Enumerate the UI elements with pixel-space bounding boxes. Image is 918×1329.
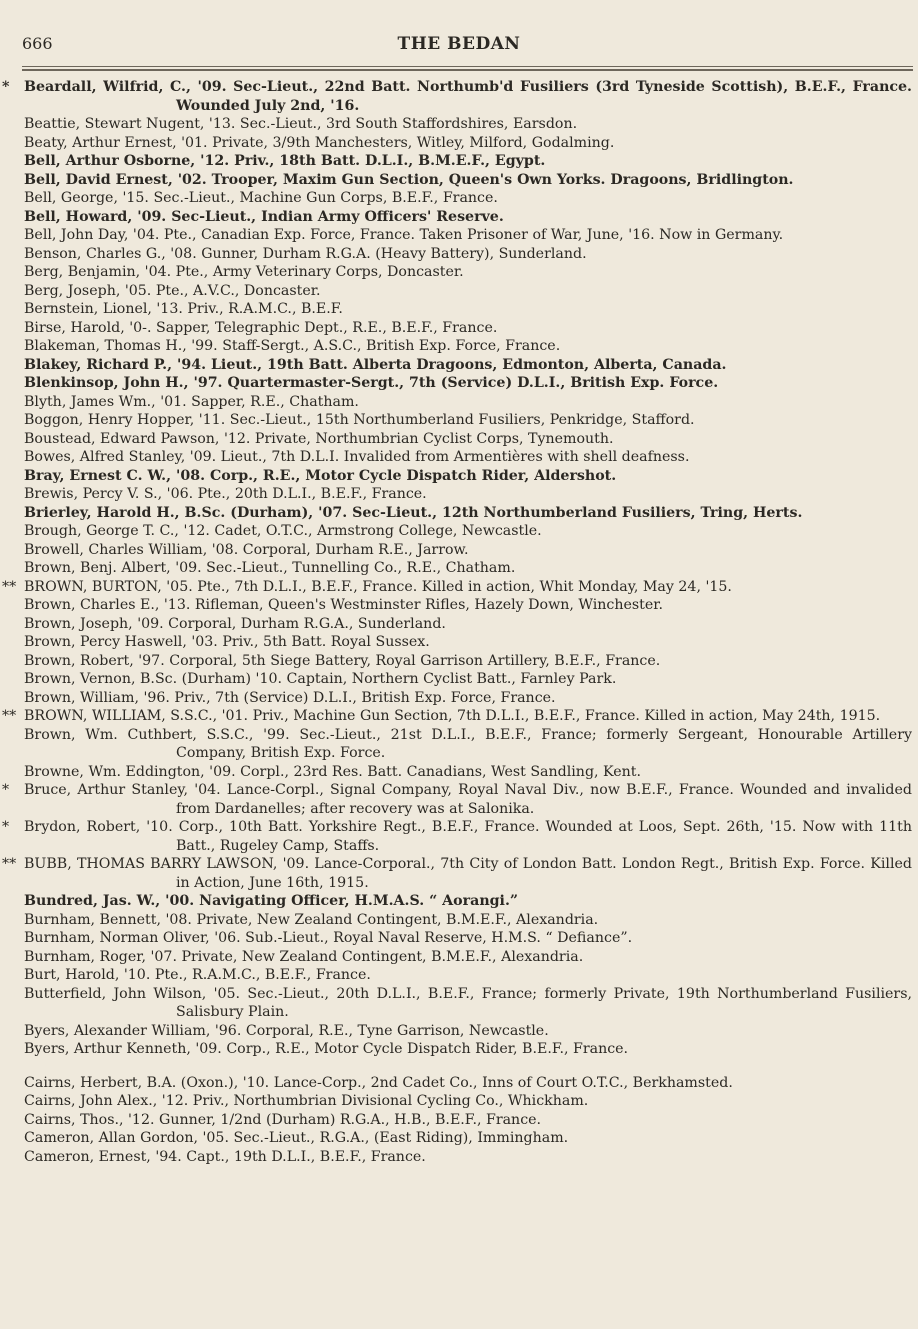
- list-entry: [0, 818, 918, 855]
- entry-text: Boustead, Edward Pawson, '12. Private, Northumbrian Cyclist Corps, Tynemouth.: [24, 430, 614, 447]
- list-entry: [0, 596, 918, 615]
- list-entry: [0, 263, 918, 282]
- list-entry: [0, 966, 918, 985]
- entry-text: Birse, Harold, '0-. Sapper, Telegraphic Dept., R.E., B.E.F., France.: [24, 319, 498, 336]
- list-entry: [0, 467, 918, 486]
- list-entry: [0, 1148, 918, 1167]
- list-entry: [0, 1074, 918, 1093]
- entry-text: Cairns, Thos., '12. Gunner, 1/2nd (Durham) R.G.A., H.B., B.E.F., France.: [24, 1111, 542, 1128]
- entry-text: Bundred, Jas. W., '00. Navigating Officer, H.M.A.S. “ Aorangi.”: [24, 893, 519, 909]
- entry-mark: *: [2, 79, 10, 95]
- list-entry: [0, 1111, 918, 1130]
- list-entry: [0, 300, 918, 319]
- entry-text: Beardall, Wilfrid, C., '09. Sec-Lieut., 22nd Batt. Northumb'd Fusiliers (3rd Tyneside Scottish), B.E.F., France. Wounded July 2nd, '16.: [24, 79, 912, 114]
- entry-text: Cameron, Ernest, '94. Capt., 19th D.L.I., B.E.F., France.: [24, 1148, 426, 1165]
- entry-text: Cameron, Allan Gordon, '05. Sec.-Lieut., R.G.A., (East Riding), Immingham.: [24, 1130, 569, 1146]
- entry-text: Boggon, Henry Hopper, '11. Sec.-Lieut., 15th Northumberland Fusiliers, Penkridge, Stafford.: [24, 412, 695, 428]
- entry-text: Bernstein, Lionel, '13. Priv., R.A.M.C., B.E.F.: [24, 301, 343, 317]
- entry-mark: **: [2, 708, 17, 724]
- list-entry: [0, 948, 918, 967]
- list-entry: [0, 1129, 918, 1148]
- entry-text: Bell, George, '15. Sec.-Lieut., Machine Gun Corps, B.E.F., France.: [24, 190, 498, 206]
- entry-text: Burnham, Bennett, '08. Private, New Zealand Contingent, B.M.E.F., Alexandria.: [24, 911, 599, 928]
- list-entry: [0, 781, 918, 818]
- entry-text: Byers, Alexander William, '96. Corporal, R.E., Tyne Garrison, Newcastle.: [24, 1022, 549, 1039]
- entry-text: Beaty, Arthur Ernest, '01. Private, 3/9th Manchesters, Witley, Milford, Godalming.: [24, 134, 615, 151]
- list-entry: [0, 985, 918, 1022]
- list-entry: [0, 615, 918, 634]
- list-entry: [0, 152, 918, 171]
- list-entry: [0, 245, 918, 264]
- list-entry: [0, 448, 918, 467]
- entry-text: Brewis, Percy V. S., '06. Pte., 20th D.L.I., B.E.F., France.: [24, 486, 427, 502]
- list-entry: [0, 929, 918, 948]
- list-entry: [0, 670, 918, 689]
- entry-text: Brierley, Harold H., B.Sc. (Durham), '07. Sec-Lieut., 12th Northumberland Fusiliers, Tring, Herts.: [24, 504, 803, 521]
- entry-text: Bruce, Arthur Stanley, '04. Lance-Corpl., Signal Company, Royal Naval Div., now B.E.F., France. Wounded and invalided from Dardanelles; after recovery was at Salonika.: [24, 782, 912, 817]
- list-entry: [0, 689, 918, 708]
- header-rule-double: [22, 69, 913, 71]
- entry-text: Benson, Charles G., '08. Gunner, Durham R.G.A. (Heavy Battery), Sunderland.: [24, 245, 587, 262]
- entry-text: Brown, Robert, '97. Corporal, 5th Siege Battery, Royal Garrison Artillery, B.E.F., France.: [24, 652, 661, 669]
- entry-text: Blenkinsop, John H., '97. Quartermaster-Sergt., 7th (Service) D.L.I., British Exp. Force.: [24, 375, 719, 391]
- page-number: 666: [22, 34, 53, 53]
- list-entry: [0, 226, 918, 245]
- entry-text: Brown, Benj. Albert, '09. Sec.-Lieut., Tunnelling Co., R.E., Chatham.: [24, 560, 516, 576]
- section-gap: [0, 1059, 918, 1074]
- list-entry: [0, 189, 918, 208]
- entry-text: Blyth, James Wm., '01. Sapper, R.E., Chatham.: [24, 393, 359, 410]
- list-entry: [0, 559, 918, 578]
- entry-text: Cairns, John Alex., '12. Priv., Northumbrian Divisional Cycling Co., Whickham.: [24, 1093, 589, 1109]
- list-entry: [0, 282, 918, 301]
- entry-text: Bell, John Day, '04. Pte., Canadian Exp. Force, France. Taken Prisoner of War, June, '16. Now in Germany.: [24, 227, 784, 243]
- entry-text: Brown, Wm. Cuthbert, S.S.C., '99. Sec.-Lieut., 21st D.L.I., B.E.F., France; formerly Sergeant, Honourable Artillery Company, British Exp. Force.: [24, 726, 912, 761]
- entry-text: Berg, Benjamin, '04. Pte., Army Veterinary Corps, Doncaster.: [24, 264, 464, 280]
- entry-text: Brown, Percy Haswell, '03. Priv., 5th Batt. Royal Sussex.: [24, 634, 430, 650]
- entry-text: Blakeman, Thomas H., '99. Staff-Sergt., A.S.C., British Exp. Force, France.: [24, 338, 561, 354]
- entry-text: BROWN, WILLIAM, S.S.C., '01. Priv., Machine Gun Section, 7th D.L.I., B.E.F., France. Killed in action, May 24th, 1915.: [24, 708, 881, 724]
- list-entry: [0, 726, 918, 763]
- header-rule: [22, 66, 913, 67]
- list-entry: [0, 374, 918, 393]
- roll-of-service-list: [0, 78, 918, 1166]
- entry-text: BROWN, BURTON, '05. Pte., 7th D.L.I., B.E.F., France. Killed in action, Whit Monday, May 24, '15.: [24, 578, 732, 595]
- list-entry: [0, 578, 918, 597]
- list-entry: [0, 393, 918, 412]
- list-entry: [0, 892, 918, 911]
- list-entry: [0, 541, 918, 560]
- entry-text: Browne, Wm. Eddington, '09. Corpl., 23rd Res. Batt. Canadians, West Sandling, Kent.: [24, 763, 642, 780]
- list-entry: [0, 430, 918, 449]
- entry-text: Cairns, Herbert, B.A. (Oxon.), '10. Lance-Corp., 2nd Cadet Co., Inns of Court O.T.C., Berkhamsted.: [24, 1074, 733, 1091]
- entry-text: Brown, William, '96. Priv., 7th (Service) D.L.I., British Exp. Force, France.: [24, 689, 556, 706]
- list-entry: [0, 115, 918, 134]
- list-entry: [0, 911, 918, 930]
- entry-text: Bell, Howard, '09. Sec-Lieut., Indian Army Officers' Reserve.: [24, 208, 504, 225]
- list-entry: [0, 356, 918, 375]
- list-entry: [0, 171, 918, 190]
- entry-text: Brown, Joseph, '09. Corporal, Durham R.G.A., Sunderland.: [24, 615, 446, 632]
- entry-text: BUBB, THOMAS BARRY LAWSON, '09. Lance-Corporal., 7th City of London Batt. London Regt., British Exp. Force. Killed in Action, June 16th, 1915.: [24, 856, 912, 891]
- list-entry: [0, 319, 918, 338]
- entry-text: Brough, George T. C., '12. Cadet, O.T.C., Armstrong College, Newcastle.: [24, 523, 542, 539]
- list-entry: [0, 633, 918, 652]
- list-entry: [0, 855, 918, 892]
- list-entry: [0, 504, 918, 523]
- entry-text: Byers, Arthur Kenneth, '09. Corp., R.E., Motor Cycle Dispatch Rider, B.E.F., France.: [24, 1041, 629, 1057]
- entry-text: Blakey, Richard P., '94. Lieut., 19th Batt. Alberta Dragoons, Edmonton, Alberta, Canada.: [24, 356, 727, 373]
- list-entry: [0, 208, 918, 227]
- entry-text: Butterfield, John Wilson, '05. Sec.-Lieut., 20th D.L.I., B.E.F., France; formerly Private, 19th Northumberland Fusiliers, Salisbury Plain.: [24, 985, 912, 1020]
- entry-text: Brown, Charles E., '13. Rifleman, Queen's Westminster Rifles, Hazely Down, Winchester.: [24, 597, 663, 613]
- entry-text: Bell, Arthur Osborne, '12. Priv., 18th Batt. D.L.I., B.M.E.F., Egypt.: [24, 153, 546, 169]
- entry-text: Burt, Harold, '10. Pte., R.A.M.C., B.E.F., France.: [24, 967, 371, 983]
- entry-text: Burnham, Norman Oliver, '06. Sub.-Lieut., Royal Naval Reserve, H.M.S. “ Defiance”.: [24, 930, 633, 946]
- entry-text: Bowes, Alfred Stanley, '09. Lieut., 7th D.L.I. Invalided from Armentières with shell deafness.: [24, 449, 690, 465]
- list-entry: [0, 763, 918, 782]
- list-entry: [0, 1040, 918, 1059]
- entry-text: Berg, Joseph, '05. Pte., A.V.C., Doncaster.: [24, 282, 321, 299]
- list-entry: [0, 134, 918, 153]
- entry-text: Brown, Vernon, B.Sc. (Durham) '10. Captain, Northern Cyclist Batt., Farnley Park.: [24, 671, 617, 687]
- list-entry: [0, 707, 918, 726]
- list-entry: [0, 485, 918, 504]
- list-entry: [0, 652, 918, 671]
- entry-text: Browell, Charles William, '08. Corporal, Durham R.E., Jarrow.: [24, 541, 469, 558]
- list-entry: [0, 1092, 918, 1111]
- list-entry: [0, 411, 918, 430]
- entry-text: Bell, David Ernest, '02. Trooper, Maxim Gun Section, Queen's Own Yorks. Dragoons, Bridlington.: [24, 171, 794, 188]
- entry-mark: **: [2, 856, 17, 872]
- list-entry: [0, 337, 918, 356]
- entry-mark: *: [2, 782, 10, 798]
- page-header: [22, 34, 896, 58]
- list-entry: [0, 78, 918, 115]
- list-entry: [0, 1022, 918, 1041]
- entry-mark: *: [2, 819, 10, 835]
- entry-text: Bray, Ernest C. W., '08. Corp., R.E., Motor Cycle Dispatch Rider, Aldershot.: [24, 467, 617, 484]
- entry-text: Beattie, Stewart Nugent, '13. Sec.-Lieut., 3rd South Staffordshires, Earsdon.: [24, 116, 578, 132]
- entry-mark: **: [2, 578, 17, 595]
- running-title: THE BEDAN: [397, 34, 521, 54]
- entry-text: Brydon, Robert, '10. Corp., 10th Batt. Yorkshire Regt., B.E.F., France. Wounded at Loos, Sept. 26th, '15. Now with 11th Batt., Rugeley Camp, Staffs.: [24, 819, 912, 854]
- list-entry: [0, 522, 918, 541]
- entry-text: Burnham, Roger, '07. Private, New Zealand Contingent, B.M.E.F., Alexandria.: [24, 948, 584, 965]
